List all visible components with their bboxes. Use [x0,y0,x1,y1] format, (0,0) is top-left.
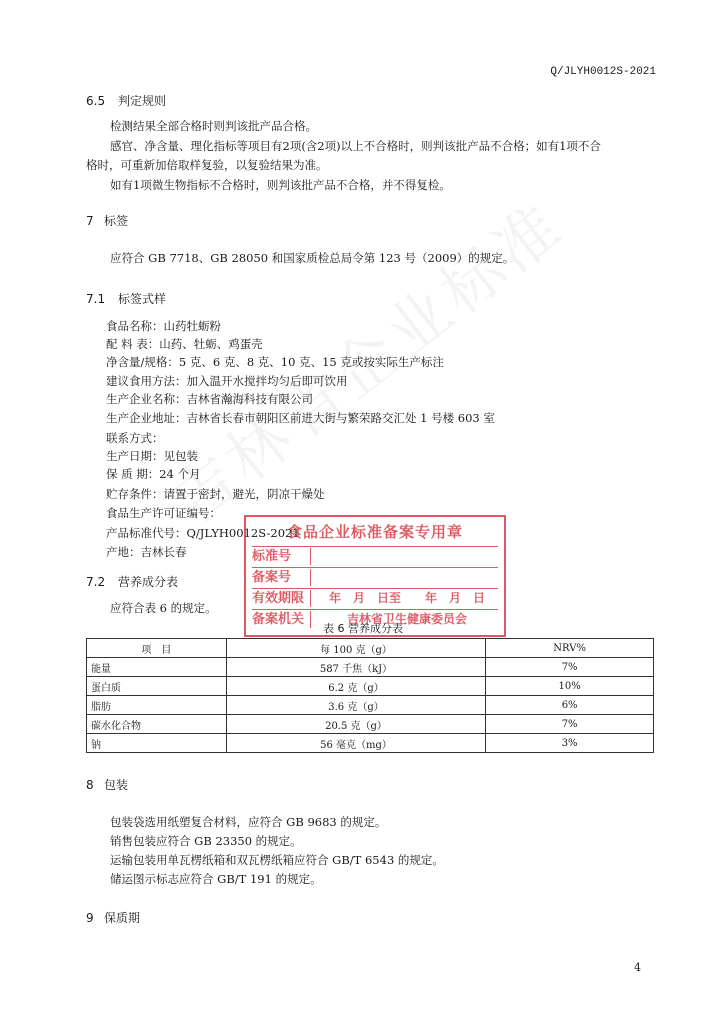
label-line: 产地：吉林长春 [106,545,187,559]
table-cell: 脂肪 [87,696,227,715]
section-title: 营养成分表 [118,575,179,589]
stamp-row-key: 有效期限 [252,590,311,607]
section-7-heading [86,212,128,229]
section-7-2-heading [86,573,178,590]
label-line: 联系方式： [106,431,164,445]
table-row [87,734,654,753]
paragraph: 储运图示标志应符合 GB/T 191 的规定。 [110,872,322,886]
table-cell: 10% [486,677,654,696]
table-row [87,677,654,696]
stamp-title: 食品企业标准备案专用章 [286,523,463,541]
section-title: 标签式样 [118,292,167,306]
column-header: NRV% [486,639,654,658]
table-cell: 蛋白质 [87,677,227,696]
label-line: 贮存条件：请置于密封，避光，阴凉干燥处 [106,487,325,501]
section-number: 7.1 [86,292,106,306]
label-line: 食品名称：山药牡蛎粉 [106,319,221,333]
label-line: 配 料 表：山药、牡蛎、鸡蛋壳 [106,337,263,351]
section-title: 标签 [104,214,129,228]
filing-stamp [244,515,506,637]
table-cell: 7% [486,658,654,677]
section-title: 包装 [104,778,129,792]
table-cell: 6% [486,696,654,715]
section-number: 8 [86,778,94,792]
table-cell: 20.5 克（g） [226,715,486,734]
stamp-row-key: 标准号 [252,548,311,565]
section-number: 6.5 [86,94,106,108]
stamp-row-value: 吉林省卫生健康委员会 [346,612,467,626]
section-title: 判定规则 [118,94,167,108]
table-cell: 587 千焦（kJ） [226,658,486,677]
table-row [87,715,654,734]
paragraph: 销售包装应符合 GB 23350 的规定。 [110,834,302,848]
table-cell: 碳水化合物 [87,715,227,734]
section-title: 保质期 [104,911,141,925]
table-cell: 6.2 克（g） [226,677,486,696]
label-line: 净含量/规格：5 克、6 克、8 克、10 克、15 克或按实际生产标注 [106,355,444,369]
stamp-row [252,609,498,629]
section-9-heading [86,909,140,926]
table-header-row [87,639,654,658]
table-caption: 表 6 营养成分表 [323,622,403,635]
section-number: 7 [86,214,94,228]
label-line: 生产企业名称：吉林省瀚海科技有限公司 [106,392,313,406]
stamp-row [252,546,498,566]
stamp-row-key: 备案号 [252,569,311,586]
table-cell: 钠 [87,734,227,753]
stamp-row [252,567,498,587]
nutrition-table [86,638,654,753]
paragraph: 应符合表 6 的规定。 [110,601,217,615]
label-line: 食品生产许可证编号： [106,506,221,520]
label-line: 建议食用方法：加入温开水搅拌均匀后即可饮用 [106,374,348,388]
label-line: 保 质 期：24 个月 [106,467,201,481]
label-line: 生产企业地址：吉林省长春市朝阳区前进大街与繁荣路交汇处 1 号楼 603 室 [106,411,495,425]
table-cell: 56 毫克（mg） [226,734,486,753]
section-8-heading [86,776,128,793]
table-cell: 3% [486,734,654,753]
table-row [87,658,654,677]
paragraph: 运输包装用单瓦楞纸箱和双瓦楞纸箱应符合 GB/T 6543 的规定。 [110,853,444,867]
column-header: 每 100 克（g） [226,639,486,658]
section-6-5-heading [86,92,166,109]
section-7-1-heading [86,290,166,307]
page-number: 4 [634,961,641,974]
section-number: 9 [86,911,94,925]
column-header: 项 目 [87,639,227,658]
label-line: 生产日期：见包装 [106,449,198,463]
paragraph: 检测结果全部合格时则判该批产品合格。 [110,119,317,133]
paragraph: 感官、净含量、理化指标等项目有2项(含2项)以上不合格时，则判该批产品不合格；如有1项不合 [110,139,601,153]
table-row [87,696,654,715]
paragraph: 包装袋选用纸塑复合材料，应符合 GB 9683 的规定。 [110,815,387,829]
stamp-row [252,588,498,608]
paragraph: 如有1项微生物指标不合格时，则判该批产品不合格，并不得复检。 [110,178,451,192]
table-cell: 3.6 克（g） [226,696,486,715]
stamp-row-value: 年 月 日至 年 月 日 [328,591,485,605]
stamp-row-key: 备案机关 [252,611,311,628]
section-number: 7.2 [86,575,106,589]
paragraph: 应符合 GB 7718、GB 28050 和国家质检总局令第 123 号（2009）的规定。 [110,251,515,265]
table-cell: 7% [486,715,654,734]
table-cell: 能量 [87,658,227,677]
document-id: Q/JLYH0012S-2021 [550,66,656,78]
paragraph: 格时，可重新加倍取样复验，以复验结果为准。 [86,158,328,172]
label-line: 产品标准代号：Q/JLYH0012S-2021 [106,526,300,540]
